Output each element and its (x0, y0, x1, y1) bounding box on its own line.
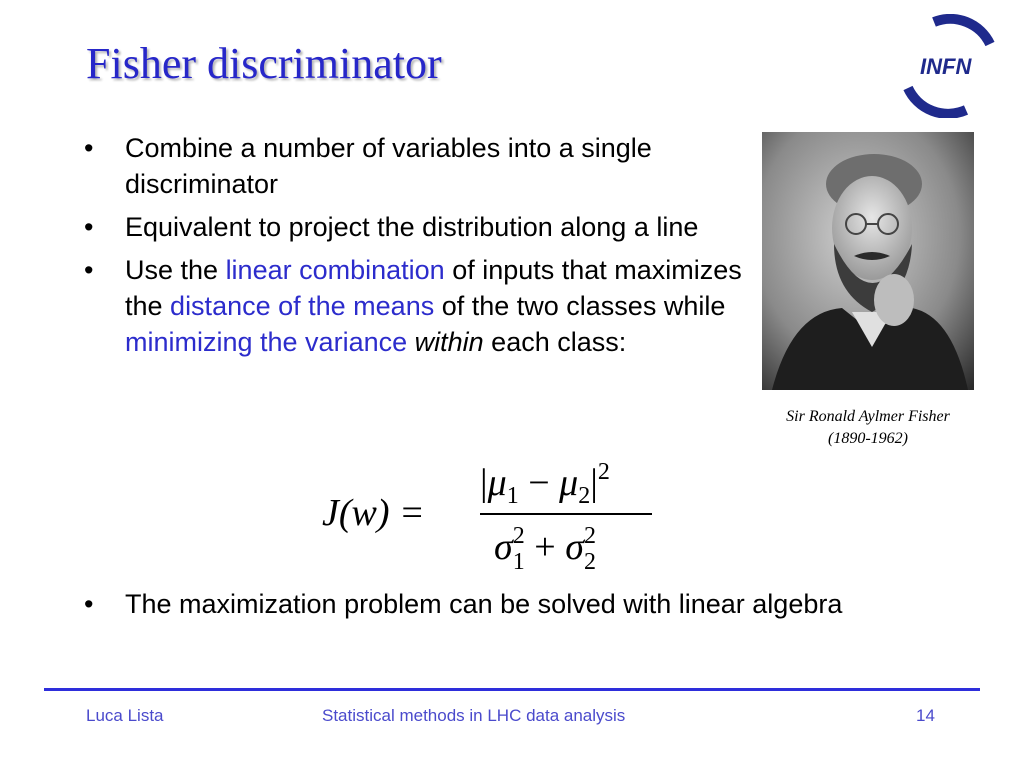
highlight-distance-of-means: distance of the means (170, 291, 435, 321)
bullet-dot: • (84, 255, 94, 285)
bullet-text-part (407, 327, 415, 357)
bullet-item (82, 130, 747, 202)
bullet-text-part: of inputs that maximizes the (125, 255, 742, 321)
caption-name: Sir Ronald Aylmer Fisher (786, 408, 950, 425)
bullet-dot: • (84, 212, 94, 242)
emphasis-within: within (414, 327, 484, 357)
highlight-linear-combination: linear combination (225, 255, 445, 285)
fisher-portrait (762, 132, 974, 390)
fraction-bar (480, 513, 652, 515)
bullet-item (82, 586, 962, 622)
bullet-dot: • (84, 133, 94, 163)
bullet-list (82, 130, 747, 367)
portrait-image (762, 132, 974, 390)
formula-denominator: $\sigma^2$ $1 + \sigma^2$ 2 (494, 523, 596, 575)
infn-logo (890, 14, 1002, 118)
footer-page-number: 14 (916, 706, 935, 725)
footer-course-title: Statistical methods in LHC data analysis (322, 706, 626, 725)
bullet-text-part: of the two classes while (434, 291, 726, 321)
bullet-text: Equivalent to project the distribution along a line (125, 212, 699, 242)
bullet-text-part: each class: (483, 327, 627, 357)
bullet-text-part: Use the (125, 255, 226, 285)
bullet-text: Combine a number of variables into a single discriminator (125, 133, 652, 199)
highlight-minimizing-variance: minimizing the variance (125, 327, 408, 357)
footer-author: Luca Lista (86, 706, 164, 725)
fisher-criterion-formula (322, 455, 662, 575)
caption-years: (1890-1962) (828, 430, 908, 447)
formula-numerator: $|\mu_1 - \mu_2|^2$ (480, 459, 610, 509)
bullet-item (82, 252, 747, 360)
bullet-list-bottom (82, 586, 962, 622)
footer-divider (44, 688, 980, 691)
logo-text: INFN (920, 54, 972, 79)
slide-title: Fisher discriminator (86, 39, 442, 88)
bullet-item (82, 209, 747, 245)
formula-lhs: J(w) = (322, 492, 425, 534)
portrait-caption (752, 406, 984, 450)
bullet-text: The maximization problem can be solved with linear algebra (125, 589, 843, 619)
bullet-dot: • (84, 589, 94, 619)
